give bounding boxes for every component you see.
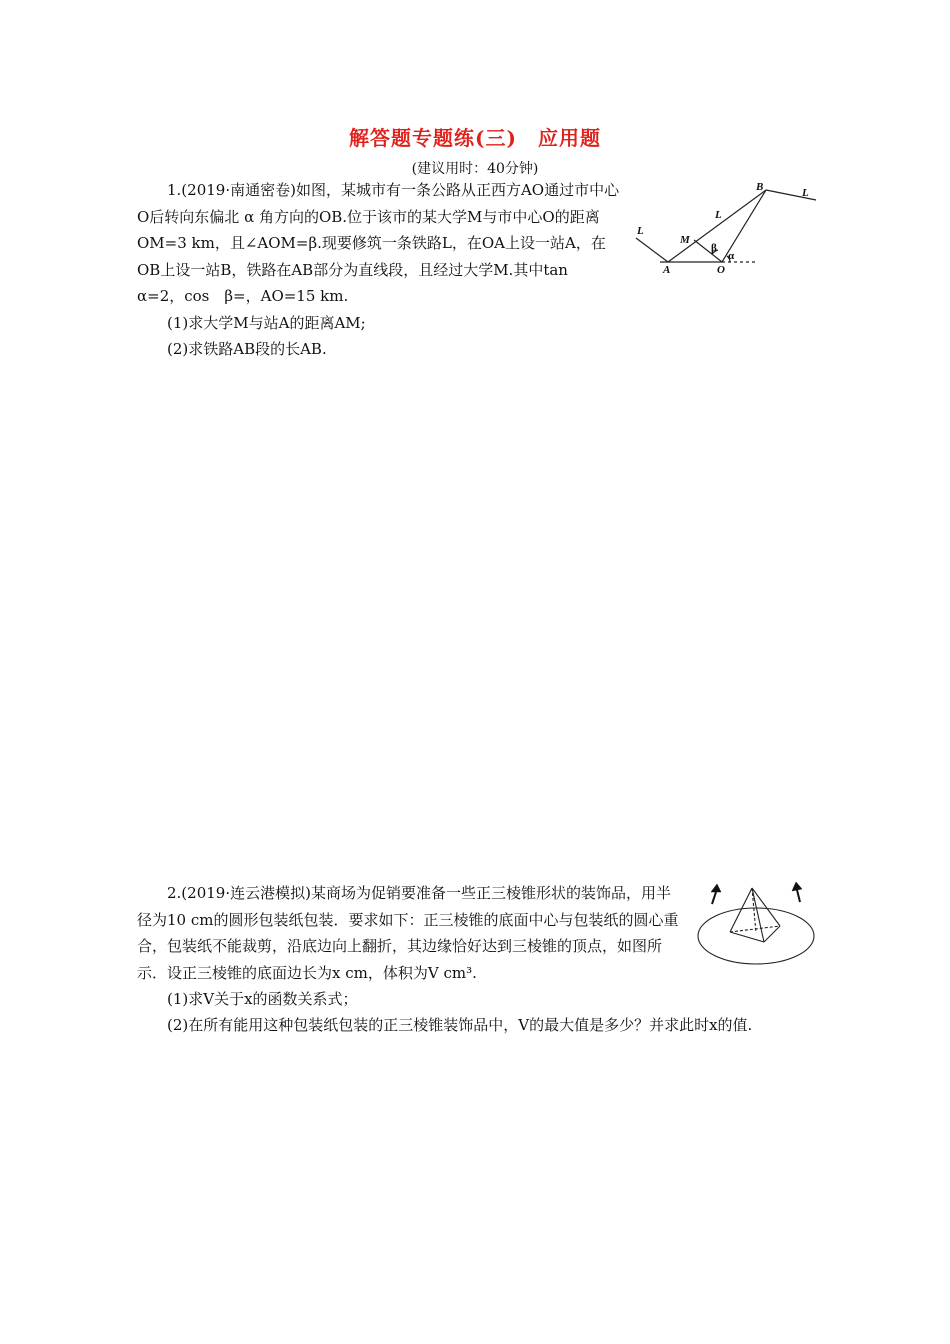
label-l-left: L xyxy=(637,225,644,237)
pyramid-base-back xyxy=(730,926,780,932)
label-l-mid: L xyxy=(715,209,722,221)
problem-1-text: 1.(2019·南通密卷)如图，某城市有一条公路从正西方AO通过市中心O后转向东偏北 α 角方向的OB.位于该市的某大学M与市中心O的距离OM=3 km，且∠AOM=β.现要修筑一条铁路L，在OA上设一站A，在OB上设一站B，铁路在AB部分为直线段，且经过大学M.其中tan α=2，cos β=，AO=15 km. xyxy=(137,181,620,305)
label-beta: β xyxy=(711,242,717,254)
problem-1-part-1: (1)求大学M与站A的距离AM; xyxy=(167,314,366,332)
label-alpha: α xyxy=(728,250,735,262)
arrow-right-shaft xyxy=(797,890,800,902)
problem-1-figure xyxy=(632,176,822,276)
problem-2-part-1: (1)求V关于x的函数关系式； xyxy=(167,990,358,1008)
label-o: O xyxy=(717,264,725,276)
time-hint: (建议用时：40分钟) xyxy=(411,161,539,177)
problem-1-part-2: (2)求铁路AB段的长AB. xyxy=(167,340,327,358)
label-a: A xyxy=(663,264,671,276)
problem-2-figure xyxy=(694,880,819,972)
pyramid-base-front-right xyxy=(764,926,780,942)
railway-ab xyxy=(668,190,766,262)
railway-left xyxy=(636,238,668,262)
arrow-left-head xyxy=(711,884,721,892)
label-l-right: L xyxy=(802,187,809,199)
segment-om xyxy=(694,240,722,262)
problem-2-part-2: (2)在所有能用这种包装纸包装的正三棱锥装饰品中，V的最大值是多少？并求此时x的值. xyxy=(167,1016,753,1034)
problem-2-text: 2.(2019·连云港模拟)某商场为促销要准备一些正三棱锥形状的装饰品，用半径为10 cm的圆形包装纸包装．要求如下：正三棱锥的底面中心与包装纸的圆心重合，包装纸不能裁剪，沿底边向上翻折，其边缘恰好达到三棱锥的顶点，如图所示．设正三棱锥的底面边长为x cm，体积为V cm³. xyxy=(137,884,679,982)
label-b: B xyxy=(756,181,764,193)
label-m: M xyxy=(680,234,690,246)
arrow-left-shaft xyxy=(712,892,716,904)
arrow-right-head xyxy=(792,882,802,891)
pyramid-base-front-left xyxy=(730,932,764,942)
page-title: 解答题专题练(三) 应用题 xyxy=(349,126,601,150)
wrapping-paper-ellipse xyxy=(698,908,814,964)
